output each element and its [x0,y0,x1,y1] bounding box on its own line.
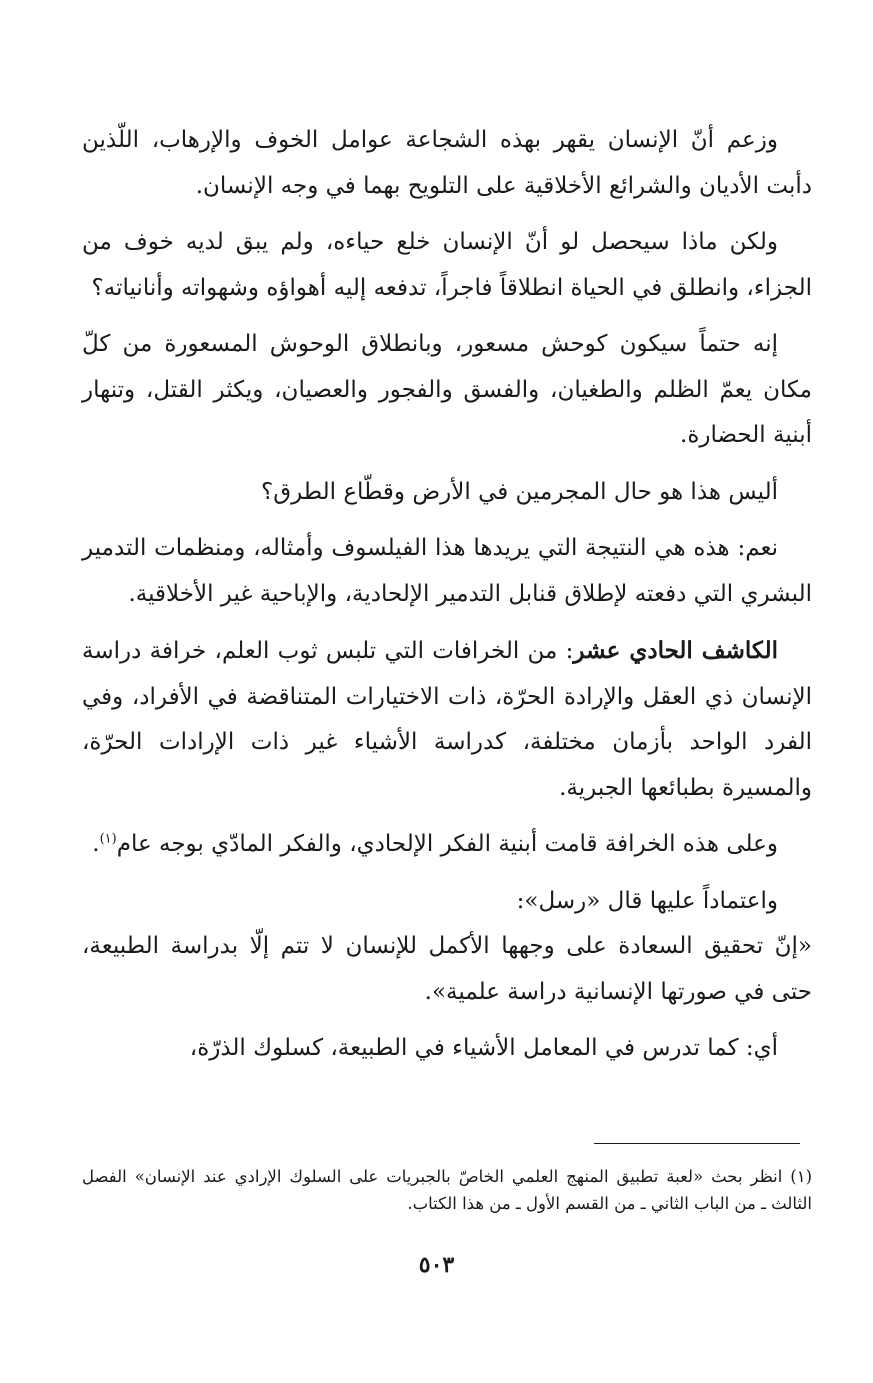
section-heading: الكاشف الحادي عشر [573,637,778,664]
footnote-divider [594,1143,800,1144]
paragraph-2: ولكن ماذا سيحصل لو أنّ الإنسان خلع حياءه، ولم يبق لديه خوف من الجزاء، وانطلق في الحياة انطلاقاً فاجراً، تدفعه إليه أهواؤه وشهواته وأنانياته؟ [82,229,812,301]
paragraph-8: واعتماداً عليها قال «رسل»: [516,887,778,914]
paragraph-5: نعم: هذه هي النتيجة التي يريدها هذا الفيلسوف وأمثاله، ومنظمات التدمير البشري التي دفعته لإطلاق قنابل التدمير الإلحادية، والإباحية غير الأخلاقية. [82,535,812,607]
paragraph-3: إنه حتماً سيكون كوحش مسعور، وبانطلاق الوحوش المسعورة من كلّ مكان يعمّ الظلم والطغيان، والفسق والفجور والعصيان، ويكثر القتل، وتنهار أبنية الحضارة. [82,331,812,448]
page-number: ٥٠٣ [418,1252,455,1278]
paragraph-4: أليس هذا هو حال المجرمين في الأرض وقطّاع الطرق؟ [261,478,778,505]
footnote [82,1163,812,1217]
body-text [82,118,812,1083]
paragraph-7: وعلى هذه الخرافة قامت أبنية الفكر الإلحادي، والفكر المادّي بوجه عام$^{(١)}$. [92,831,778,857]
paragraph-10: أي: كما تدرس في المعامل الأشياء في الطبيعة، كسلوك الذرّة، [189,1035,778,1061]
footnote-reference: (١) [99,831,117,847]
paragraph-1: وزعم أنّ الإنسان يقهر بهذه الشجاعة عوامل الخوف والإرهاب، اللّذين دأبت الأديان والشرائع الأخلاقية على التلويح بهما في وجه الإنسان. [82,127,812,199]
paragraph-6: الكاشف الحادي عشر: من الخرافات التي تلبس ثوب العلم، خرافة دراسة الإنسان ذي العقل والإرادة الحرّة، ذات الاختيارات المتناقضة في الأفراد، وفي الفرد الواحد بأزمان مختلفة، كدراسة الأشياء غير ذات الإرادات الحرّة، والمسيرة بطبائعها الجبرية. [82,637,812,801]
footnote-text: (١) انظر بحث «لعبة تطبيق المنهج العلمي الخاصّ بالجبريات على السلوك الإرادي عند الإنسان» الفصل الثالث ـ من الباب الثاني ـ من القسم الأول ـ من هذا الكتاب. [82,1167,812,1213]
quotation: «إنّ تحقيق السعادة على وجهها الأكمل للإنسان لا تتم إلّا بدراسة الطبيعة، حتى في صورتها الإنسانية دراسة علمية». [82,933,812,1005]
